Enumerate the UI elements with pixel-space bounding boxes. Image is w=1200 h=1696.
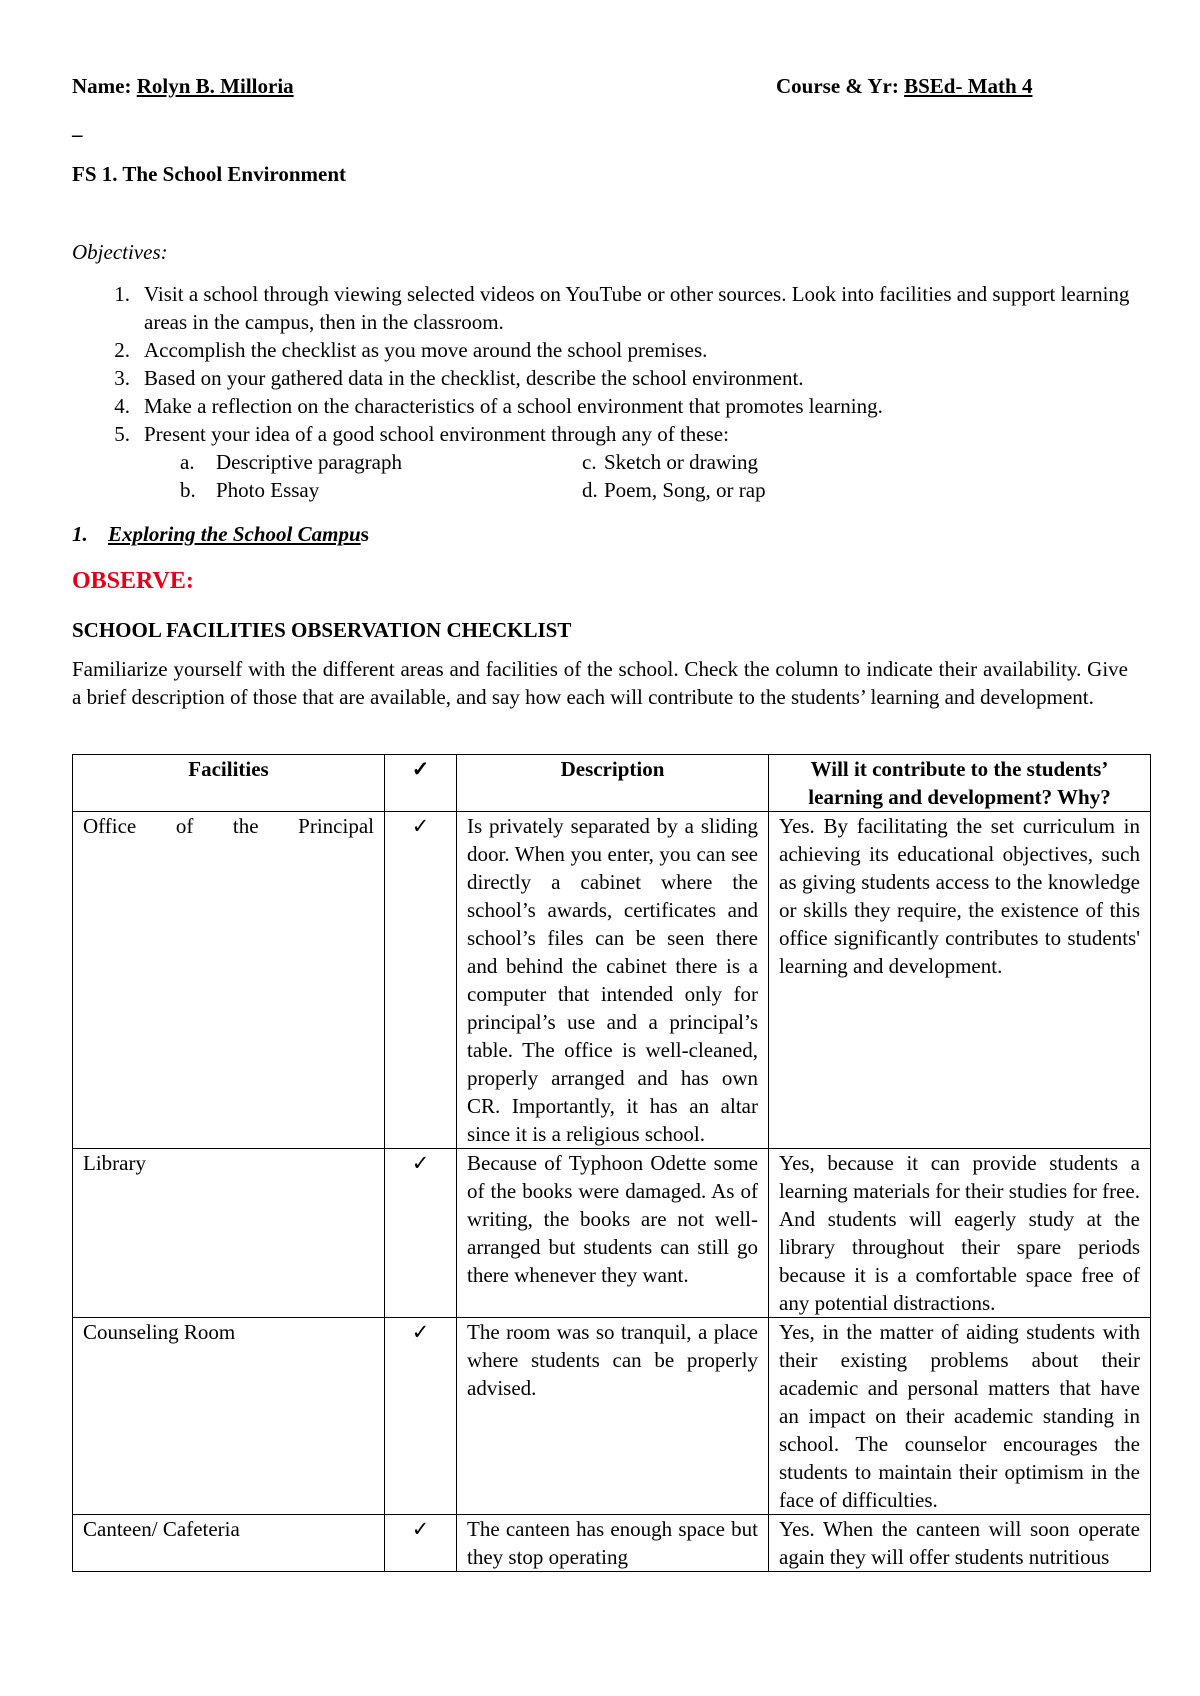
option-letter: a.	[180, 450, 195, 474]
description-cell: Because of Typhoon Odette some of the books were damaged. As of writing, the books are not well- arranged but students can still go there whenever they want.	[457, 1149, 769, 1318]
facility-cell: Counseling Room	[73, 1318, 385, 1515]
objective-number: 2.	[114, 338, 130, 362]
objective-text: Present your idea of a good school environment through any of these:	[144, 422, 729, 446]
observe-heading: OBSERVE:	[72, 568, 194, 594]
facilities-checklist-table	[72, 754, 1151, 1572]
objective-item	[72, 364, 1132, 392]
section-heading	[72, 520, 369, 548]
contribution-cell: Yes. When the canteen will soon operate again they will offer students nutritious	[769, 1515, 1151, 1572]
facility-name: Office of the Principal	[83, 814, 374, 838]
header-facilities: Facilities	[73, 755, 385, 812]
description-cell: The canteen has enough space but they stop operating	[457, 1515, 769, 1572]
document-title: FS 1. The School Environment	[72, 162, 347, 186]
check-cell: ✓	[385, 1515, 457, 1572]
objective-number: 1.	[114, 282, 130, 306]
separator-dash: –	[72, 122, 83, 146]
objective-item	[72, 336, 1132, 364]
table-header-row	[73, 755, 1151, 812]
table-row	[73, 812, 1151, 1149]
student-name-line	[72, 72, 294, 100]
objective-item	[72, 280, 1132, 336]
course-label: Course & Yr:	[776, 74, 899, 98]
presentation-option	[180, 476, 582, 504]
contribution-cell: Yes. By facilitating the set curriculum in achieving its educational objectives, such as giving students access to the knowledge or skills they require, the existence of this office significantly contributes to students' learning and development.	[769, 812, 1151, 1149]
header-contribution: Will it contribute to the students’ learning and development? Why?	[769, 755, 1151, 812]
description-cell: The room was so tranquil, a place where students can be properly advised.	[457, 1318, 769, 1515]
facility-cell: Canteen/ Cafeteria	[73, 1515, 385, 1572]
presentation-options-row	[72, 448, 1132, 476]
option-text: Photo Essay	[216, 478, 320, 502]
objective-text: Make a reflection on the characteristics of a school environment that promotes learning.	[144, 394, 883, 418]
course-value: BSEd- Math 4	[904, 74, 1033, 98]
option-letter: c.	[582, 450, 597, 474]
facility-cell: Library	[73, 1149, 385, 1318]
course-year-line	[776, 72, 1032, 100]
option-text: Sketch or drawing	[604, 450, 758, 474]
option-letter: b.	[180, 478, 196, 502]
section-title-tail: s	[360, 522, 369, 546]
table-row	[73, 1318, 1151, 1515]
section-number: 1.	[72, 522, 88, 546]
header-description: Description	[457, 755, 769, 812]
instructions-paragraph: Familiarize yourself with the different areas and facilities of the school. Check the column to indicate their availability. Give a brief description of those that are available, and say how each will contribute to the students’ learning and development.	[72, 657, 1128, 709]
checklist-title: SCHOOL FACILITIES OBSERVATION CHECKLIST	[72, 618, 572, 642]
option-letter: d.	[582, 478, 598, 502]
check-cell: ✓	[385, 1149, 457, 1318]
objectives-list	[72, 280, 1132, 504]
objective-text: Accomplish the checklist as you move around the school premises.	[144, 338, 708, 362]
option-text: Poem, Song, or rap	[604, 478, 766, 502]
objectives-label: Objectives:	[72, 240, 168, 264]
section-title: Exploring the School Campu	[108, 522, 361, 546]
contribution-cell: Yes, in the matter of aiding students with their existing problems about their academic and personal matters that have an impact on their academic standing in school. The counselor encourages the students to maintain their optimism in the face of difficulties.	[769, 1318, 1151, 1515]
objective-text: Visit a school through viewing selected videos on YouTube or other sources. Look into facilities and support learning areas in the campus, then in the classroom.	[144, 282, 1130, 334]
presentation-option	[582, 448, 984, 476]
objective-item	[72, 392, 1132, 420]
name-value: Rolyn B. Milloria	[136, 74, 294, 98]
presentation-option	[180, 448, 582, 476]
objective-number: 5.	[114, 422, 130, 446]
facility-cell	[73, 812, 385, 1149]
objective-text: Based on your gathered data in the checklist, describe the school environment.	[144, 366, 804, 390]
contribution-cell: Yes, because it can provide students a learning materials for their studies for free. And students will eagerly study at the library throughout their spare periods because it is a comfortable space free of any potential distractions.	[769, 1149, 1151, 1318]
check-cell: ✓	[385, 812, 457, 1149]
table-row	[73, 1515, 1151, 1572]
presentation-options-row	[72, 476, 1132, 504]
option-text: Descriptive paragraph	[216, 450, 402, 474]
check-cell: ✓	[385, 1318, 457, 1515]
header-check: ✓	[385, 755, 457, 812]
objective-number: 3.	[114, 366, 130, 390]
objective-number: 4.	[114, 394, 130, 418]
name-label: Name:	[72, 74, 132, 98]
objective-item	[72, 420, 1132, 448]
presentation-option	[582, 476, 984, 504]
description-cell: Is privately separated by a sliding door. When you enter, you can see directly a cabinet where the school’s awards, certificates and school’s files can be seen there and behind the cabinet there is a computer that intended only for principal’s use and a principal’s table. The office is well-cleaned, properly arranged and has own CR. Importantly, it has an altar since it is a religious school.	[457, 812, 769, 1149]
table-row	[73, 1149, 1151, 1318]
